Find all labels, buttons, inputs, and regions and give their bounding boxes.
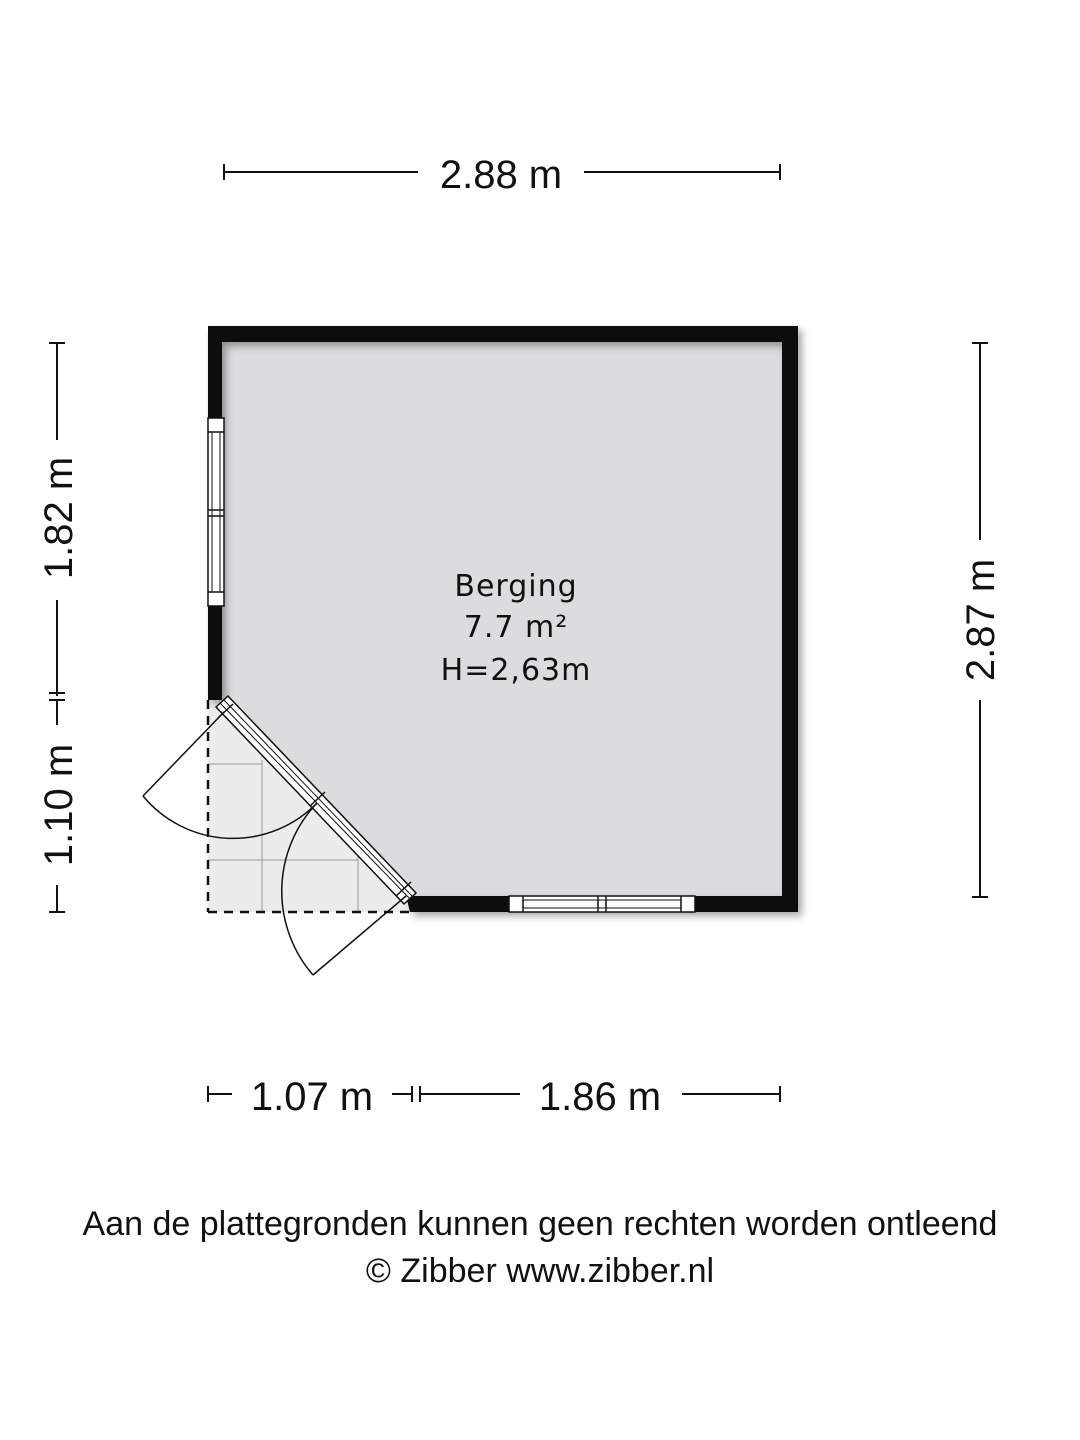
copyright-text: © Zibber www.zibber.nl [365, 1252, 715, 1290]
dimension-bottom-right-label: 1.86 m [538, 1075, 662, 1119]
disclaimer-text: Aan de plattegronden kunnen geen rechten worden ontleend [82, 1205, 998, 1243]
dimension-bottom-left-label: 1.07 m [250, 1075, 374, 1119]
dimension-top-width [224, 153, 780, 197]
window-bottom [509, 896, 695, 912]
dimension-left-lower-label: 1.10 m [37, 743, 81, 867]
dimension-left-upper [37, 343, 81, 696]
dimension-right-label: 2.87 m [959, 558, 1003, 682]
dimension-top-label: 2.88 m [439, 153, 563, 197]
room-area: 7.7 m² [463, 610, 569, 645]
room-height: H=2,63m [440, 653, 592, 688]
dimension-right-height [959, 343, 1003, 897]
dimension-left-lower [37, 700, 81, 912]
dimension-bottom [208, 1075, 780, 1119]
dimension-left-upper-label: 1.82 m [37, 456, 81, 580]
window-left [208, 418, 224, 606]
room-name: Berging [454, 569, 578, 604]
